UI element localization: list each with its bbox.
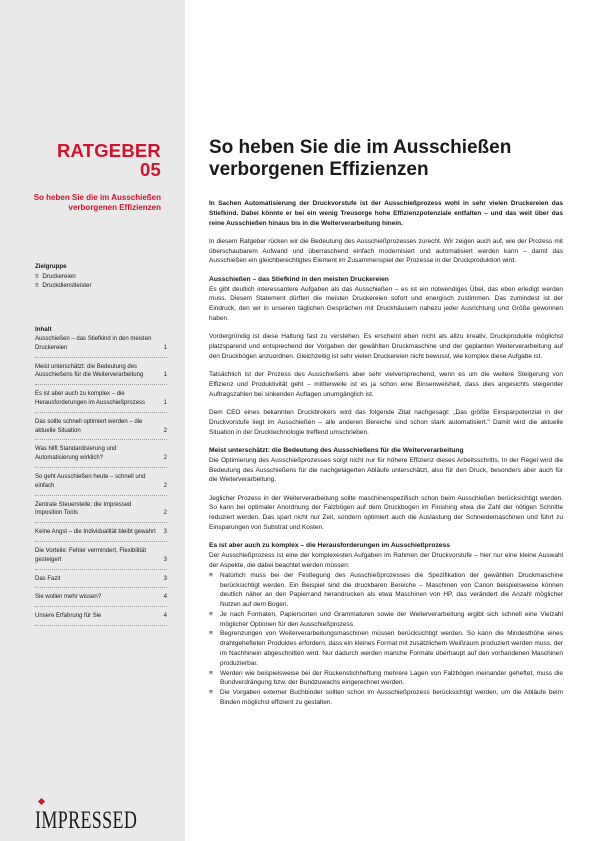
table-of-contents [35, 325, 167, 631]
paragraph: In diesem Ratgeber rücken wir die Bedeutung des Ausschießprozesses zurecht. Wir zeigen auch auf, wie der Prozess mit überschaubarem Aufwand und überraschend einfach modernisiert und automatisiert werden kann – damit das Ausschießen ein gleichberechtigtes Element im Zusammenspiel der Prozesse in der Druckproduktion wird. [209, 237, 563, 265]
toc-entry[interactable]: Sie wollen mehr wissen? 4 [35, 593, 167, 607]
toc-entry[interactable]: Ausschießen – das Stiefkind in den meisten Druckereien 1 [35, 335, 167, 358]
toc-entry[interactable]: Es ist aber auch zu komplex – die Herausforderungen im Ausschießprozess 1 [35, 390, 167, 413]
list-bullet-icon: ≡ [209, 630, 213, 638]
toc-entry[interactable]: So geht Ausschießen heute – schnell und einfach 2 [35, 473, 167, 496]
series-number: 05 [140, 159, 161, 180]
target-group [35, 262, 167, 290]
list-item: ≡ Begrenzungen von Weiterverarbeitungsmaschinen müssen berücksichtigt werden. So kann die Mindesthöhe eines drahtgehefteten Produktes erfordern, dass ein kleines Format mit zusätzlichem Weißraum produziert werden muss, der im Nachhinein abgeschnitten wird. Nur dadurch werden manche Formate überhaupt auf den vorhandenen Maschinen produzierbar. [209, 630, 563, 667]
list-bullet-icon: ≡ [209, 571, 213, 579]
section-heading: Ausschießen – das Stiefkind in den meisten Druckereien [209, 275, 389, 283]
sidebar [0, 0, 185, 841]
list-item: ≡ Natürlich muss bei der Festlegung des Ausschießprozesses die Spezifikation der gewählten Druckmaschine berücksichtigt werden. Ein Beispiel sind die druckbaren Bereiche – Maschinen von Canon beispielsweise können deutlich näher an den Papierrand herandrucken als etwa Maschinen von HP, das verändert die Anzahl möglicher Nutzen auf dem Bogen. [209, 571, 563, 609]
paragraph: Der Ausschießprozess ist eine der komplexesten Aufgaben im Rahmen der Druckvorstufe – hier nur eine kleine Auswahl der Aspekte, die dabei beachtet werden müssen: [209, 552, 563, 569]
list-item: ≡ Die Vorgaben externer Buchbinder sollten schon im Ausschießprozess berücksichtigt werden, um die Abläufe beim Binden möglichst effizient zu gestalten. [209, 689, 563, 707]
logo-diamond-icon [38, 798, 45, 805]
list-bullet-icon: ≡ [209, 610, 213, 618]
toc-entry[interactable]: Die Vorteile: Fehler vermindert, Flexibilität gesteigert 3 [35, 547, 167, 570]
toc-entry[interactable]: Das sollte schnell optimiert werden – die aktuelle Situation 2 [35, 418, 167, 441]
toc-entry[interactable]: Meist unterschätzt: die Bedeutung des Ausschießens für die Weiterverarbeitung 1 [35, 363, 167, 386]
toc-entry[interactable]: Was hilft Standardisierung und Automatisierung wirklich? 2 [35, 445, 167, 468]
list-item: ≡ Werden wie beispielsweise bei der Rückenstichheftung mehrere Lagen von Falzbögen ineinander geheftet, muss die Bundverdrängung bzw. der Bundzuwachs eingerechnet werden. [209, 669, 563, 687]
paragraph: Die Optimierung des Ausschießprozesses sorgt nicht nur für höhere Effizienz dieses Arbeitsschritts. In der Regel wird die Bedeutung des Ausschießens für die nachgelagerten Abläufe unterschätzt, also für den Druck, besonders aber auch für die Weiterverarbeitung. [209, 456, 563, 484]
toc-entry[interactable]: Zentrale Steuerstelle: die Impressed Imposition Tools 2 [35, 501, 167, 524]
paragraph: Jeglicher Prozess in der Weiterverarbeitung sollte maschinenspezifisch schon beim Ausschießen berücksichtigt werden. So kann bei optimaler Anordnung der Falzbögen auf dem Druckbogen im Finishing etwa die Zahl der nötigen Schnitte reduziert werden. Das spart nicht nur Zeit, sondern optimiert auch die Auslastung der Schneidemaschinen und führt zu Einsparungen von Substrat und Kosten. [209, 494, 563, 532]
paragraph: Dem CEO eines bekannten Druckbrokers wird das folgende Zitat nachgesagt: „Das größte Einsparpotenzial in der Druckvorstufe liegt im Ausschießen – alle anderen Bereiche sind schon stark automatisiert." Damit wird die aktuelle Situation in der Drucktechnologie treffend umschrieben. [209, 409, 563, 436]
toc-entry[interactable]: Das Fazit 3 [35, 575, 167, 589]
paragraph: Tatsächlich ist der Prozess des Ausschießens aber sehr vielversprechend, wenn es um die weitere Steigerung von Effizienz und Produktivität geht – mittlerweile ist es ja schon eine Binsenweisheit, dass dies angesichts steigender Auftragszahlen bei sinkenden Auflagen unumgänglich ist. [209, 371, 563, 398]
paragraph: Es gibt deutlich interessantere Aufgaben als das Ausschießen – es ist ein notwendiges Übel, das eben erledigt werden muss. Diesem Statement dürften die meisten Druckereien sofort und energisch zustimmen. Das zumindest ist der Eindruck, den wir in unseren täglichen Gesprächen mit Druckhäusern nahezu jeder Ausrichtung und Größe gewonnen haben. [209, 285, 563, 322]
section-heading: Meist unterschätzt: die Bedeutung des Ausschießens für die Weiterverarbeitung [209, 446, 464, 454]
sidebar-subtitle: So heben Sie die im Ausschießen verborgenen Effizienzen [33, 193, 161, 212]
series-label-block [57, 141, 161, 179]
toc-entry[interactable]: Unsere Erfahrung für Sie 4 [35, 612, 167, 626]
bullet-list [209, 571, 563, 708]
list-bullet-icon: ≡ [209, 669, 213, 677]
list-item: ≡ Je nach Formaten, Papiersorten und Grammaturen sowie der Weiterverarbeitung ergibt sich schnell eine Vielzahl möglicher Optionen für den Ausschießprozess. [209, 610, 563, 628]
logo: IMPRESSED [35, 807, 138, 834]
toc-heading: Inhalt [35, 326, 52, 333]
series-label: RATGEBER [56, 140, 161, 161]
target-group-heading: Zielgruppe [35, 263, 67, 270]
section-heading: Es ist aber auch zu komplex – die Herausforderungen im Ausschießprozess [209, 542, 450, 550]
intro-paragraph: In Sachen Automatisierung der Druckvorstufe ist der Ausschießprozess wohl in sehr vielen Druckereien das Stiefkind. Dabei könnte er bei ein wenig Treusorge hohe Effizienzpotenziale entfalten – und das weit über das reine Ausschießen hinaus bis in die Weiterverarbeitung hinein. [209, 200, 563, 227]
list-bullet-icon: ≡ [35, 282, 39, 289]
paragraph: Vordergründig ist diese Haltung fast zu verstehen. Es erscheint eben nicht als allzu kreativ, Druckprodukte möglichst platzsparend und entsprechend der Vorgaben der gewählten Druckmaschine und der geplanten Weiterverarbeitung auf den Druckbögen anzuordnen. Gleichzeitig ist sehr vielen Druckereien nicht bewusst, wie komplex diese Aufgabe ist. [209, 333, 563, 360]
target-group-item: ≡ Druckdienstleister [35, 282, 92, 289]
toc-entry[interactable]: Keine Angst – die Individualität bleibt gewahrt 3 [35, 528, 167, 542]
target-group-item: ≡ Druckereien [35, 273, 76, 280]
list-bullet-icon: ≡ [209, 689, 213, 697]
list-bullet-icon: ≡ [35, 273, 39, 280]
page-title: So heben Sie die im Ausschießen verborgenen Effizienzen [209, 137, 512, 180]
main-content [209, 137, 563, 708]
